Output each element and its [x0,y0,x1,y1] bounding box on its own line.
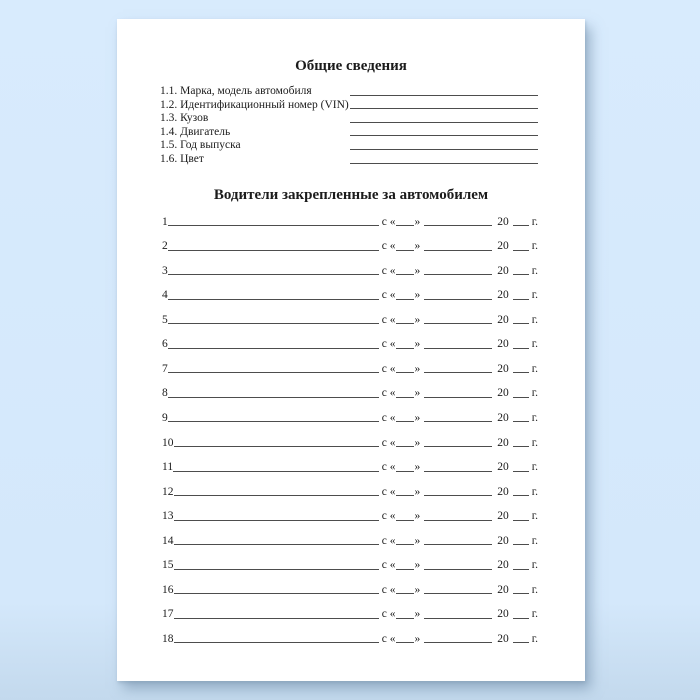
year-century-text: 20 [497,510,509,523]
year-blank-line [513,250,529,251]
year-blank-line [513,446,529,447]
driver-name-blank-line [174,544,379,545]
year-blank-line [513,348,529,349]
month-blank-line [424,372,492,373]
date-close-quote-text: » [414,485,421,498]
year-suffix-text: г. [531,240,538,253]
driver-name-blank-line [168,299,379,300]
year-century-text: 20 [497,583,509,596]
driver-row [162,572,538,597]
day-blank-line [396,569,414,570]
year-blank-line [513,299,529,300]
year-suffix-text: г. [531,338,538,351]
year-suffix-text: г. [531,608,538,621]
date-close-quote-text: » [414,411,421,424]
month-blank-line [424,446,492,447]
year-suffix-text: г. [531,436,538,449]
year-century-text: 20 [497,264,509,277]
document-page [117,19,585,681]
day-blank-line [396,348,414,349]
driver-name-blank-line [168,274,379,275]
field-blank-line [350,95,538,96]
date-prefix-text: с « [381,240,396,253]
field-label: 1.5. Год выпуска [160,139,241,152]
date-close-quote-text: » [414,559,421,572]
date-prefix-text: с « [381,313,396,326]
driver-name-blank-line [174,495,379,496]
year-century-text: 20 [497,313,509,326]
year-century-text: 20 [497,411,509,424]
month-blank-line [424,348,492,349]
driver-row [162,400,538,425]
driver-row [162,253,538,278]
year-century-text: 20 [497,215,509,228]
section-drivers-title: Водители закрепленные за автомобилем [213,186,489,203]
driver-row-number: 3 [162,264,168,277]
driver-row [162,474,538,499]
year-blank-line [513,569,529,570]
date-close-quote-text: » [414,387,421,400]
year-suffix-text: г. [531,362,538,375]
month-blank-line [424,250,492,251]
day-blank-line [396,397,414,398]
field-label: 1.4. Двигатель [160,125,231,138]
driver-name-blank-line [168,421,379,422]
month-blank-line [424,421,492,422]
driver-row-number: 13 [162,510,174,523]
driver-row [162,424,538,449]
date-close-quote-text: » [414,240,421,253]
driver-row-number: 15 [162,559,174,572]
driver-row [162,547,538,572]
year-century-text: 20 [497,534,509,547]
driver-name-blank-line [168,225,379,226]
date-prefix-text: с « [381,289,396,302]
year-century-text: 20 [497,485,509,498]
driver-row-number: 6 [162,338,168,351]
date-close-quote-text: » [414,362,421,375]
year-suffix-text: г. [531,461,538,474]
field-row [160,138,538,152]
year-blank-line [513,495,529,496]
date-prefix-text: с « [381,559,396,572]
field-label: 1.3. Кузов [160,112,209,125]
year-blank-line [513,618,529,619]
field-label: 1.6. Цвет [160,153,204,166]
year-suffix-text: г. [531,583,538,596]
year-century-text: 20 [497,436,509,449]
month-blank-line [424,471,492,472]
driver-row-number: 7 [162,362,168,375]
date-close-quote-text: » [414,608,421,621]
year-blank-line [513,520,529,521]
driver-row-number: 17 [162,608,174,621]
date-close-quote-text: » [414,215,421,228]
month-blank-line [424,618,492,619]
date-close-quote-text: » [414,289,421,302]
month-blank-line [424,642,492,643]
year-suffix-text: г. [531,559,538,572]
year-blank-line [513,225,529,226]
day-blank-line [396,642,414,643]
day-blank-line [396,471,414,472]
date-close-quote-text: » [414,534,421,547]
driver-row-number: 11 [162,461,174,474]
day-blank-line [396,520,414,521]
field-blank-line [350,163,538,164]
day-blank-line [396,593,414,594]
driver-name-blank-line [174,593,379,594]
date-close-quote-text: » [414,338,421,351]
driver-row [162,596,538,621]
date-prefix-text: с « [381,608,396,621]
date-close-quote-text: » [414,313,421,326]
driver-row [162,523,538,548]
driver-row [162,277,538,302]
year-blank-line [513,274,529,275]
driver-name-blank-line [168,372,379,373]
date-prefix-text: с « [381,338,396,351]
year-suffix-text: г. [531,387,538,400]
field-blank-line [350,135,538,136]
year-century-text: 20 [497,461,509,474]
day-blank-line [396,225,414,226]
year-century-text: 20 [497,289,509,302]
field-label: 1.2. Идентификационный номер (VIN) [160,98,349,111]
field-label: 1.1. Марка, модель автомобиля [160,85,312,98]
year-blank-line [513,323,529,324]
field-blank-line [350,149,538,150]
day-blank-line [396,274,414,275]
field-blank-line [350,122,538,123]
drivers-list [162,204,538,646]
day-blank-line [396,372,414,373]
field-row [160,111,538,125]
year-blank-line [513,642,529,643]
date-prefix-text: с « [381,485,396,498]
section-general-title: Общие сведения [295,58,407,74]
month-blank-line [424,569,492,570]
driver-row-number: 12 [162,485,174,498]
date-close-quote-text: » [414,436,421,449]
date-prefix-text: с « [381,411,396,424]
month-blank-line [424,323,492,324]
date-close-quote-text: » [414,510,421,523]
year-century-text: 20 [497,338,509,351]
driver-name-blank-line [174,569,379,570]
year-blank-line [513,471,529,472]
year-suffix-text: г. [531,485,538,498]
year-suffix-text: г. [531,411,538,424]
date-close-quote-text: » [414,632,421,645]
field-row [160,125,538,139]
month-blank-line [424,225,492,226]
field-row [160,152,538,166]
year-century-text: 20 [497,608,509,621]
year-suffix-text: г. [531,289,538,302]
driver-row [162,375,538,400]
year-suffix-text: г. [531,534,538,547]
driver-row-number: 2 [162,240,168,253]
date-prefix-text: с « [381,534,396,547]
driver-name-blank-line [168,348,379,349]
day-blank-line [396,323,414,324]
date-prefix-text: с « [381,264,396,277]
date-prefix-text: с « [381,510,396,523]
field-row [160,98,538,112]
driver-row-number: 1 [162,215,168,228]
driver-name-blank-line [174,618,379,619]
driver-row [162,351,538,376]
year-suffix-text: г. [531,264,538,277]
day-blank-line [396,421,414,422]
date-prefix-text: с « [381,215,396,228]
driver-name-blank-line [174,446,379,447]
month-blank-line [424,593,492,594]
month-blank-line [424,397,492,398]
year-blank-line [513,372,529,373]
year-suffix-text: г. [531,215,538,228]
driver-name-blank-line [174,520,379,521]
date-prefix-text: с « [381,632,396,645]
driver-row [162,228,538,253]
year-blank-line [513,421,529,422]
driver-row [162,498,538,523]
month-blank-line [424,274,492,275]
driver-row [162,449,538,474]
year-blank-line [513,397,529,398]
driver-name-blank-line [168,323,379,324]
driver-row-number: 4 [162,289,168,302]
driver-row-number: 10 [162,436,174,449]
year-suffix-text: г. [531,313,538,326]
year-suffix-text: г. [531,510,538,523]
driver-name-blank-line [168,397,379,398]
year-century-text: 20 [497,362,509,375]
year-century-text: 20 [497,387,509,400]
date-prefix-text: с « [381,387,396,400]
driver-row-number: 16 [162,583,174,596]
date-prefix-text: с « [381,362,396,375]
driver-row [162,621,538,646]
year-century-text: 20 [497,240,509,253]
driver-row [162,302,538,327]
month-blank-line [424,495,492,496]
driver-row [162,326,538,351]
month-blank-line [424,544,492,545]
month-blank-line [424,520,492,521]
date-prefix-text: с « [381,436,396,449]
driver-name-blank-line [168,250,379,251]
driver-row-number: 14 [162,534,174,547]
driver-row-number: 9 [162,411,168,424]
date-prefix-text: с « [381,583,396,596]
year-suffix-text: г. [531,632,538,645]
date-prefix-text: с « [381,461,396,474]
day-blank-line [396,250,414,251]
day-blank-line [396,495,414,496]
day-blank-line [396,618,414,619]
field-row [160,84,538,98]
year-century-text: 20 [497,559,509,572]
driver-name-blank-line [174,642,379,643]
year-blank-line [513,593,529,594]
driver-row-number: 18 [162,632,174,645]
driver-name-blank-line [173,471,379,472]
driver-row-number: 8 [162,387,168,400]
day-blank-line [396,299,414,300]
day-blank-line [396,446,414,447]
year-century-text: 20 [497,632,509,645]
date-close-quote-text: » [414,583,421,596]
date-close-quote-text: » [414,264,421,277]
month-blank-line [424,299,492,300]
date-close-quote-text: » [414,461,421,474]
day-blank-line [396,544,414,545]
driver-row [162,204,538,229]
field-blank-line [350,108,538,109]
year-blank-line [513,544,529,545]
general-fields-list [160,84,538,166]
driver-row-number: 5 [162,313,168,326]
